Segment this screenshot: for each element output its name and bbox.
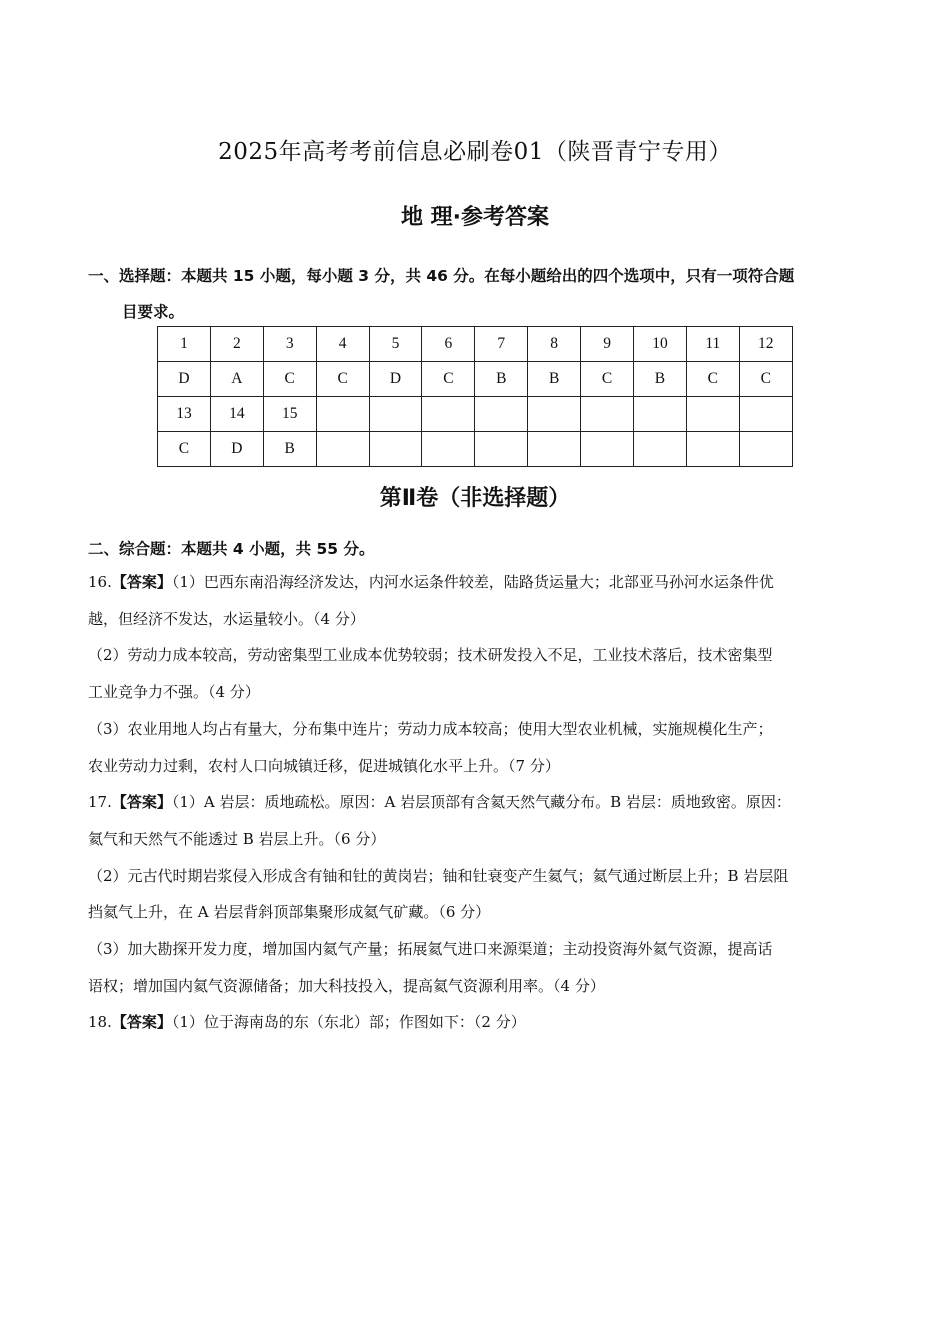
table-cell	[739, 432, 792, 467]
answer-tag: 【答案】	[111, 1013, 172, 1032]
q16-line4: 工业竞争力不强。（4 分）	[88, 683, 260, 702]
table-cell	[316, 432, 369, 467]
q16-line6: 农业劳动力过剩，农村人口向城镇迁移，促进城镇化水平上升。（7 分）	[88, 756, 560, 775]
table-cell	[686, 432, 739, 467]
q17-line1: 17.【答案】（1）A 岩层：质地疏松。原因：A 岩层顶部有含氦天然气藏分布。B 岩层：质地致密。原因：	[88, 793, 791, 812]
table-cell: 15	[263, 397, 316, 432]
table-cell: B	[528, 362, 581, 397]
table-cell	[581, 397, 634, 432]
section1-line2: 目要求。	[122, 303, 185, 321]
table-cell: D	[210, 432, 263, 467]
document-subtitle: 地 理·参考答案	[400, 205, 550, 230]
table-cell	[739, 397, 792, 432]
q17-line4: 挡氦气上升，在 A 岩层背斜顶部集聚形成氦气矿藏。（6 分）	[88, 903, 491, 922]
table-cell: C	[739, 362, 792, 397]
table-cell: B	[263, 432, 316, 467]
document-title: 2025年高考考前信息必刷卷01（陕晋青宁专用）	[218, 139, 732, 165]
q17-line5: （3）加大勘探开发力度，增加国内氦气产量；拓展氦气进口来源渠道；主动投资海外氦气资源，提高话	[88, 940, 773, 959]
table-cell: B	[634, 362, 687, 397]
table-cell	[369, 397, 422, 432]
table-cell	[634, 432, 687, 467]
q17-line6: 语权；增加国内氦气资源储备；加大科技投入，提高氦气资源利用率。（4 分）	[88, 976, 605, 995]
table-cell: C	[581, 362, 634, 397]
q16-line2: 越，但经济不发达，水运量较小。（4 分）	[88, 609, 365, 628]
table-cell: B	[475, 362, 528, 397]
table-cell: 13	[158, 397, 211, 432]
table-cell: C	[422, 362, 475, 397]
table-row	[158, 362, 793, 397]
table-cell	[475, 397, 528, 432]
table-cell	[316, 397, 369, 432]
section1-line1: 一、选择题：本题共 15 小题，每小题 3 分，共 46 分。在每小题给出的四个选项中，只有一项符合题	[88, 267, 795, 285]
table-cell: 14	[210, 397, 263, 432]
q17-line3: （2）元古代时期岩浆侵入形成含有铀和钍的黄岗岩；铀和钍衰变产生氦气；氦气通过断层上升；B 岩层阻	[88, 866, 789, 885]
answer-table	[157, 326, 793, 467]
table-row	[158, 397, 793, 432]
table-cell: 3	[263, 327, 316, 362]
answer-tag: 【答案】	[111, 793, 172, 812]
q18-line1: 18.【答案】（1）位于海南岛的东（东北）部；作图如下：（2 分）	[88, 1013, 526, 1032]
table-cell: A	[210, 362, 263, 397]
table-cell: D	[158, 362, 211, 397]
answer-tag: 【答案】	[111, 573, 172, 591]
section1-heading	[88, 258, 868, 330]
table-cell: 5	[369, 327, 422, 362]
answers-body	[88, 564, 868, 1041]
table-cell: 6	[422, 327, 475, 362]
table-cell	[475, 432, 528, 467]
table-cell	[686, 397, 739, 432]
table-cell: 2	[210, 327, 263, 362]
table-cell: C	[686, 362, 739, 397]
table-cell	[528, 397, 581, 432]
table-cell: 1	[158, 327, 211, 362]
table-cell	[422, 432, 475, 467]
table-cell	[528, 432, 581, 467]
table-cell: 7	[475, 327, 528, 362]
table-cell: 10	[634, 327, 687, 362]
table-cell: 4	[316, 327, 369, 362]
table-cell: 12	[739, 327, 792, 362]
section2-heading: 二、综合题：本题共 4 小题，共 55 分。	[88, 540, 375, 558]
table-cell: C	[158, 432, 211, 467]
q16-line5: （3）农业用地人均占有量大，分布集中连片；劳动力成本较高；使用大型农业机械，实施规模化生产；	[88, 719, 773, 738]
q16-line1: 16.【答案】（1）巴西东南沿海经济发达，内河水运条件较差，陆路货运量大；北部亚马孙河水运条件优	[88, 573, 774, 591]
q17-line2: 氦气和天然气不能透过 B 岩层上升。（6 分）	[88, 829, 386, 848]
table-cell: 8	[528, 327, 581, 362]
table-cell	[634, 397, 687, 432]
table-row	[158, 432, 793, 467]
table-cell: 11	[686, 327, 739, 362]
table-cell: 9	[581, 327, 634, 362]
table-cell: C	[316, 362, 369, 397]
table-cell	[369, 432, 422, 467]
table-cell	[581, 432, 634, 467]
table-cell: D	[369, 362, 422, 397]
table-row	[158, 327, 793, 362]
table-cell	[422, 397, 475, 432]
table-cell: C	[263, 362, 316, 397]
part2-title: 第Ⅱ卷（非选择题）	[379, 486, 571, 511]
q16-line3: （2）劳动力成本较高，劳动密集型工业成本优势较弱；技术研发投入不足，工业技术落后，技术密集型	[88, 646, 773, 665]
